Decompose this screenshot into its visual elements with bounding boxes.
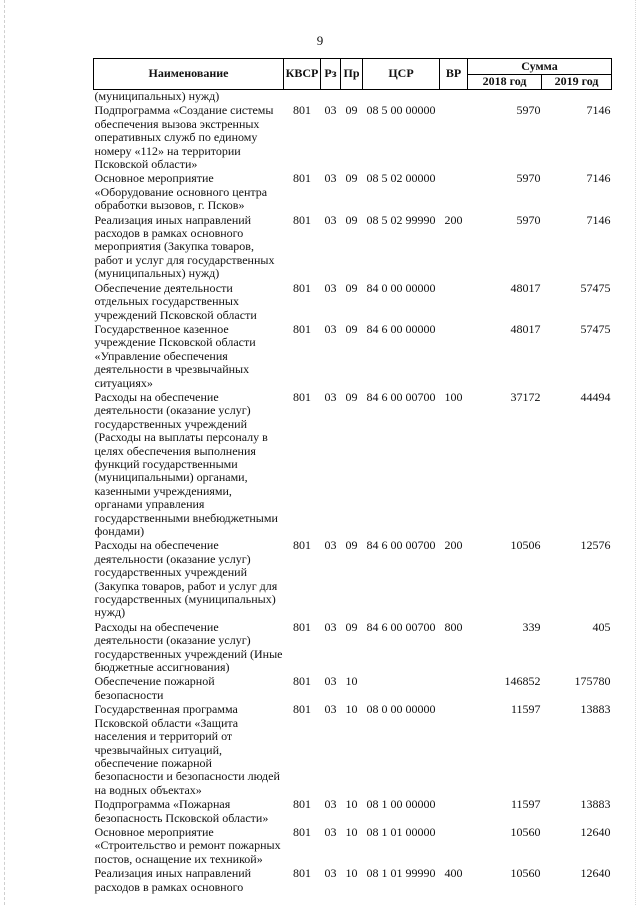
row-kvsr-cell: 801	[293, 824, 311, 839]
row-2018-cell: 11597	[510, 797, 541, 812]
row-rz-cell: 03	[324, 321, 337, 336]
row-2018-cell: 146852	[504, 674, 541, 689]
row-vr-cell	[440, 825, 468, 866]
row-2018-cell: 37172	[510, 389, 541, 404]
row-kvsr-cell: 801	[293, 280, 311, 295]
row-csr-cell: 08 1 00 00000	[366, 797, 436, 812]
row-2019-cell: 12640	[580, 866, 611, 881]
row-rz-cell: 03	[324, 674, 337, 689]
row-kvsr-cell: 801	[293, 389, 311, 404]
row-csr-cell: 08 5 00 00000	[366, 103, 436, 118]
page-number: 9	[316, 33, 324, 48]
row-csr-cell: 84 6 00 00700	[366, 538, 436, 553]
row-vr-cell	[440, 103, 468, 171]
row-csr-cell: 08 0 00 00000	[366, 702, 436, 717]
row-kvsr-cell: 801	[293, 538, 311, 553]
row-pr-cell: 09	[345, 212, 358, 227]
row-rz-cell: 03	[324, 824, 337, 839]
row-csr-cell: 84 6 00 00000	[366, 321, 436, 336]
row-vr-cell: 100	[444, 389, 463, 404]
row-2018-cell: 11597	[510, 702, 541, 717]
row-pr-cell: 10	[345, 866, 358, 881]
row-rz-cell: 03	[324, 212, 337, 227]
row-2019-cell: 7146	[586, 171, 611, 186]
row-pr-cell: 09	[345, 280, 358, 295]
budget-table	[93, 58, 612, 894]
row-rz-cell: 03	[324, 538, 337, 553]
table-row	[94, 620, 612, 675]
row-2018-cell: 5970	[516, 171, 541, 186]
table-row	[94, 322, 612, 390]
header-2018: 2018 год	[468, 75, 542, 90]
header-kvsr: КВСР	[284, 59, 321, 90]
row-pr-cell	[341, 90, 363, 104]
row-vr-cell	[440, 797, 468, 825]
header-pr: Пр	[341, 59, 363, 90]
row-vr-cell: 200	[444, 212, 463, 227]
row-kvsr-cell: 801	[293, 674, 311, 689]
row-csr-cell: 84 6 00 00700	[366, 619, 436, 634]
row-kvsr-cell: 801	[293, 103, 311, 118]
table-row	[94, 825, 612, 866]
row-kvsr-cell: 801	[293, 212, 311, 227]
row-pr-cell: 09	[345, 389, 358, 404]
table-row	[94, 702, 612, 797]
row-2019-cell: 13883	[580, 797, 611, 812]
row-2019-cell: 57475	[580, 280, 611, 295]
row-kvsr-cell: 801	[293, 619, 311, 634]
row-2019-cell: 7146	[586, 103, 611, 118]
row-vr-cell	[440, 281, 468, 322]
row-name-cell: Основное мероприятие «Строительство и ремонт пожарных постов, оснащение их техникой»	[94, 824, 281, 866]
row-vr-cell: 800	[444, 619, 463, 634]
row-rz-cell: 03	[324, 702, 337, 717]
row-2019-cell: 57475	[580, 321, 611, 336]
row-pr-cell: 09	[345, 171, 358, 186]
table-row	[94, 281, 612, 322]
row-2018-cell: 48017	[510, 280, 541, 295]
header-name: Наименование	[94, 59, 284, 90]
row-vr-cell	[440, 322, 468, 390]
row-2019-cell	[542, 90, 612, 104]
row-pr-cell: 09	[345, 103, 358, 118]
row-kvsr-cell: 801	[293, 171, 311, 186]
table-body	[94, 90, 612, 894]
row-pr-cell: 09	[345, 538, 358, 553]
row-2019-cell: 405	[592, 619, 611, 634]
row-name-cell: Расходы на обеспечение деятельности (оказание услуг) государственных учреждений (Расходы на выплаты персоналу в целях обеспечения выполнения функций государственными (муниципальными) органами, казенными учреждениями, органами управления государственными внебюджетными фондами)	[94, 389, 278, 538]
table-row	[94, 866, 612, 894]
header-csr: ЦСР	[363, 59, 440, 90]
table-row	[94, 90, 612, 104]
row-2018-cell: 48017	[510, 321, 541, 336]
table-row	[94, 213, 612, 281]
row-csr-cell: 84 0 00 00000	[366, 280, 436, 295]
row-2019-cell: 175780	[574, 674, 611, 689]
row-pr-cell: 10	[345, 674, 358, 689]
row-name-cell: Расходы на обеспечение деятельности (оказание услуг) государственных учреждений (Иные бюджетные ассигнования)	[94, 619, 283, 675]
row-vr-cell	[440, 171, 468, 212]
row-pr-cell: 09	[345, 619, 358, 634]
row-pr-cell: 10	[345, 824, 358, 839]
row-csr-cell: 08 1 01 99990	[366, 866, 436, 881]
row-csr-cell	[363, 90, 440, 104]
row-kvsr-cell: 801	[293, 321, 311, 336]
row-name-cell: Основное мероприятие «Оборудование основного центра обработки вызовов, г. Псков»	[94, 171, 268, 213]
row-2019-cell: 12576	[580, 538, 611, 553]
row-2019-cell: 7146	[586, 212, 611, 227]
row-pr-cell: 10	[345, 702, 358, 717]
row-2019-cell: 13883	[580, 702, 611, 717]
row-kvsr-cell: 801	[293, 866, 311, 881]
row-rz-cell: 03	[324, 389, 337, 404]
row-name-cell: Подпрограмма «Пожарная безопасность Псковской области»	[94, 797, 269, 825]
table-row	[94, 103, 612, 171]
scan-right-edge	[635, 0, 637, 905]
header-vr: ВР	[440, 59, 468, 90]
row-2018-cell: 10560	[510, 824, 541, 839]
row-2018-cell	[468, 90, 542, 104]
table-row	[94, 674, 612, 702]
row-kvsr-cell	[284, 90, 321, 104]
row-kvsr-cell: 801	[293, 702, 311, 717]
row-csr-cell: 08 1 01 00000	[366, 824, 436, 839]
row-csr-cell: 84 6 00 00700	[366, 389, 436, 404]
row-csr-cell	[363, 674, 440, 702]
row-name-cell: Обеспечение пожарной безопасности	[94, 674, 215, 702]
header-2019: 2019 год	[542, 75, 612, 90]
row-vr-cell	[440, 702, 468, 797]
row-name-cell: Обеспечение деятельности отдельных государственных учреждений Псковской области	[94, 280, 257, 322]
row-rz-cell: 03	[324, 619, 337, 634]
row-2019-cell: 44494	[580, 389, 611, 404]
row-rz-cell: 03	[324, 280, 337, 295]
row-2018-cell: 339	[522, 619, 541, 634]
row-name-cell: Расходы на обеспечение деятельности (оказание услуг) государственных учреждений (Закупка товаров, работ и услуг для государственных (муниципальных) нужд)	[94, 538, 278, 620]
row-name-cell: Реализация иных направлений расходов в рамках основного	[94, 866, 252, 894]
scan-left-edge	[4, 0, 6, 905]
row-name-cell: Подпрограмма «Создание системы обеспечения вызова экстренных оперативных служб по единому номеру «112» на территории Псковской области»	[94, 103, 274, 172]
table-row	[94, 390, 612, 538]
row-rz-cell: 03	[324, 103, 337, 118]
row-vr-cell	[440, 90, 468, 104]
row-2018-cell: 10506	[510, 538, 541, 553]
row-2018-cell: 10560	[510, 866, 541, 881]
header-sum: Сумма	[468, 59, 612, 75]
header-rz: Рз	[321, 59, 341, 90]
row-name-cell: (муниципальных) нужд)	[94, 89, 220, 103]
row-2018-cell: 5970	[516, 103, 541, 118]
table-row	[94, 797, 612, 825]
row-vr-cell: 200	[444, 538, 463, 553]
row-csr-cell: 08 5 02 00000	[366, 171, 436, 186]
row-name-cell: Государственная программа Псковской области «Защита населения и территорий от чрезвычайных ситуаций, обеспечение пожарной безопасности и безопасности людей на водных объектах»	[94, 702, 280, 797]
row-csr-cell: 08 5 02 99990	[366, 212, 436, 227]
row-vr-cell: 400	[444, 866, 463, 881]
row-pr-cell: 10	[345, 797, 358, 812]
row-rz-cell: 03	[324, 797, 337, 812]
row-2018-cell: 5970	[516, 212, 541, 227]
row-name-cell: Реализация иных направлений расходов в рамках основного мероприятия (Закупка товаров, работ и услуг для государственных (муниципальных) нужд)	[94, 212, 275, 281]
row-vr-cell	[440, 674, 468, 702]
row-rz-cell: 03	[324, 866, 337, 881]
table-row	[94, 538, 612, 619]
row-rz-cell: 03	[324, 171, 337, 186]
row-rz-cell	[321, 90, 341, 104]
row-kvsr-cell: 801	[293, 797, 311, 812]
row-2019-cell: 12640	[580, 824, 611, 839]
row-pr-cell: 09	[345, 321, 358, 336]
row-name-cell: Государственное казенное учреждение Псковской области «Управление обеспечения деятельности в чрезвычайных ситуациях»	[94, 321, 256, 390]
table-row	[94, 171, 612, 212]
